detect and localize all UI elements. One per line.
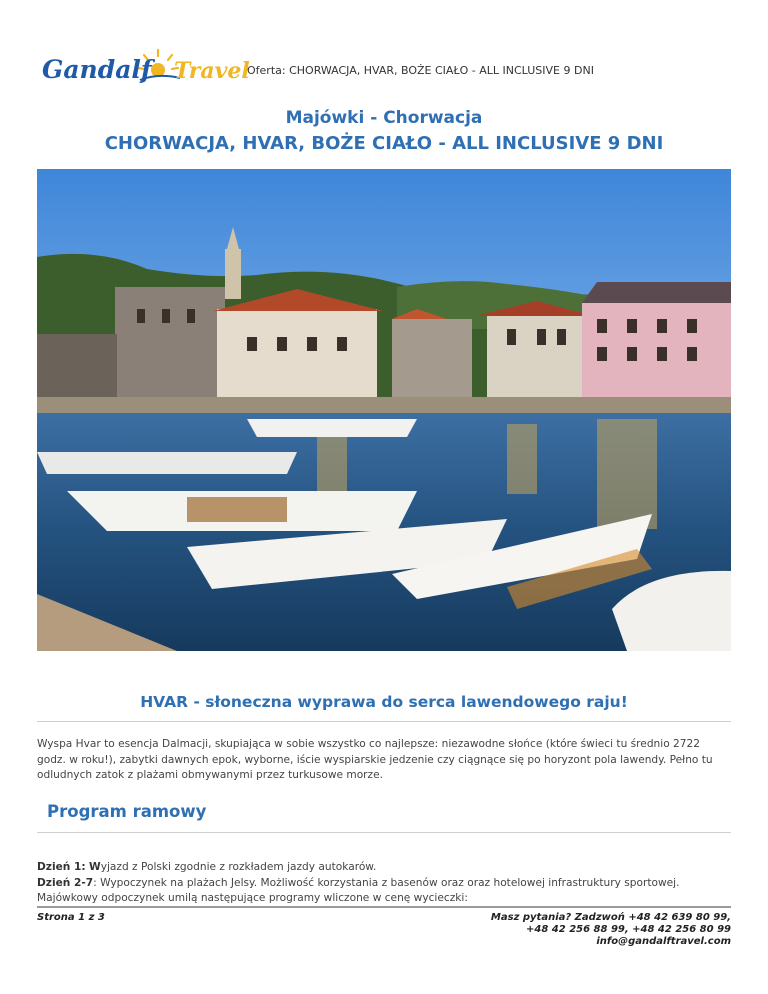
program-heading: Program ramowy: [47, 802, 207, 821]
svg-text:Travel: Travel: [174, 58, 250, 84]
contact-phone-2: +48 42 256 88 99, +48 42 256 80 99: [526, 924, 731, 935]
program-day-2-7: Dzień 2-7: Wypoczynek na plażach Jelsy. Możliwość korzystania z basenów oraz oraz hotelowej infrastruktury sportowej.: [37, 876, 680, 889]
divider: [37, 832, 731, 833]
svg-text:Gandalf: Gandalf: [42, 55, 152, 84]
page-number: Strona 1 z 3: [37, 912, 105, 923]
section-headline: HVAR - słoneczna wyprawa do serca lawendowego raju!: [140, 693, 628, 711]
divider: [37, 721, 731, 722]
gandalf-travel-logo: [40, 46, 250, 96]
category-title: Majówki - Chorwacja: [285, 108, 483, 128]
program-day-1: Dzień 1: Wyjazd z Polski zgodnie z rozkładem jazdy autokarów.: [37, 861, 377, 873]
contact-info: [491, 912, 731, 948]
intro-paragraph: Wyspa Hvar to esencja Dalmacji, skupiająca w sobie wszystko co najlepsze: niezawodne słońce (które świeci tu średnio 2722 godz. w roku!), zabytki dawnych epok, wyborne, iście wyspiarskie jedzenie czy ciągnące się po horyzont pola lawendy. Pełno tu odludnych zatok z plażami obmywanymi przez turkusowe morze.: [37, 738, 713, 781]
contact-phone-1: Masz pytania? Zadzwoń +48 42 639 80 99,: [490, 912, 731, 923]
harbour-photo: [37, 169, 731, 651]
program-extra: Majówkowy odpoczynek umilą następujące programy wliczone w cenę wycieczki:: [37, 892, 468, 904]
offer-title: CHORWACJA, HVAR, BOŻE CIAŁO - ALL INCLUSIVE 9 DNI: [104, 133, 664, 154]
footer-divider: [37, 906, 731, 908]
contact-email[interactable]: info@gandalftravel.com: [596, 936, 731, 947]
program-text: [37, 860, 731, 907]
offer-label: Oferta: CHORWACJA, HVAR, BOŻE CIAŁO - ALL INCLUSIVE 9 DNI: [247, 64, 594, 77]
